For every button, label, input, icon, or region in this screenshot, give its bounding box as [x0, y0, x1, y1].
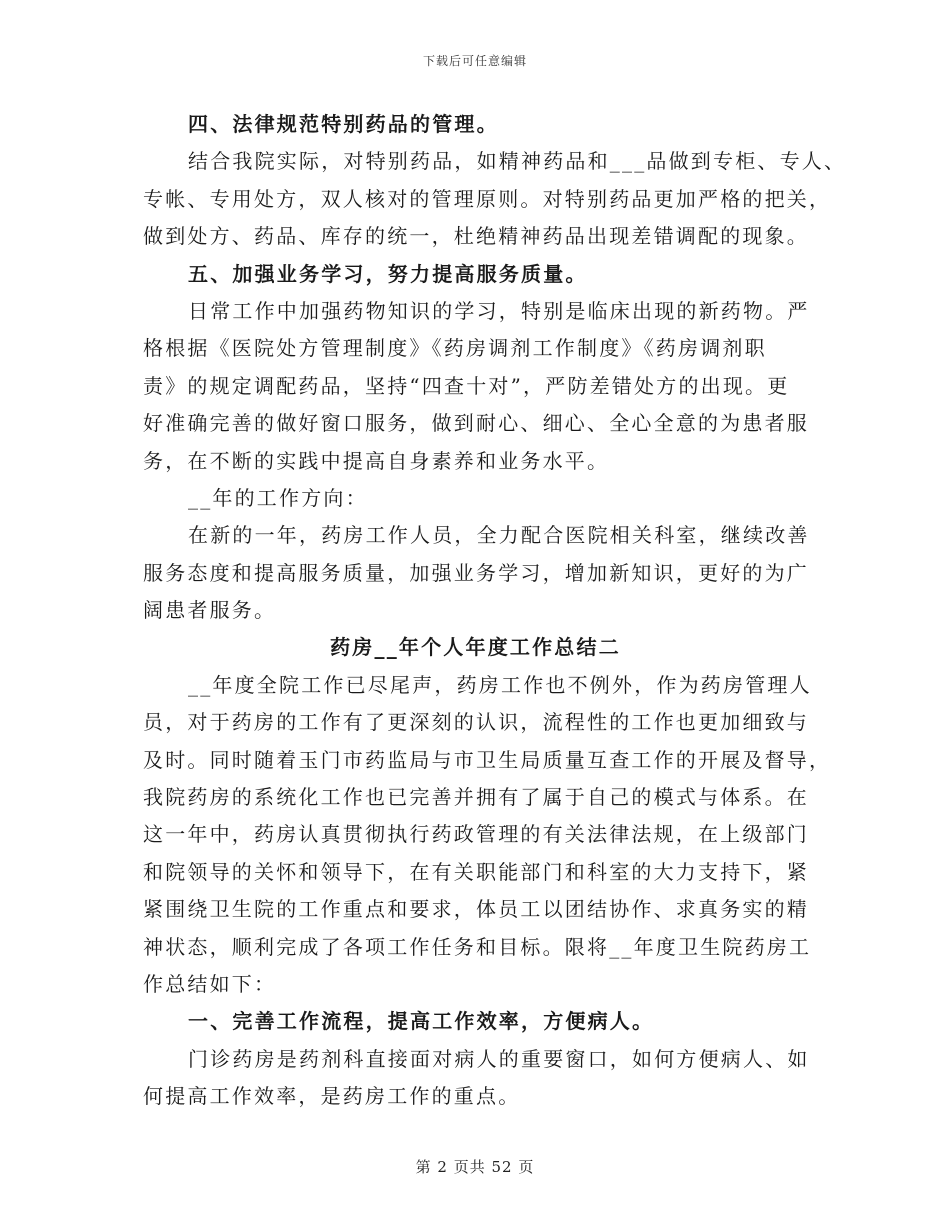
- paragraph-line: __年度全院工作已尽尾声，药房工作也不例外，作为药房管理人: [188, 672, 812, 697]
- document-title: 药房__年个人年度工作总结二: [330, 635, 621, 660]
- paragraph-line: 员，对于药房的工作有了更深刻的认识，流程性的工作也更加细致与: [143, 710, 809, 735]
- header-note: 下载后可任意编辑: [422, 54, 527, 68]
- paragraph-line: 这一年中，药房认真贯彻执行药政管理的有关法律法规，在上级部门: [143, 822, 809, 847]
- paragraph-line: 及时。同时随着玉门市药监局与市卫生局质量互查工作的开展及督导，: [143, 747, 832, 772]
- document-body: [143, 106, 847, 1116]
- page-number: 第 2 页共 52 页: [415, 1158, 535, 1176]
- paragraph-line: 和院领导的关怀和领导下，在有关职能部门和科室的大力支持下，紧: [143, 859, 809, 884]
- paragraph-line: 责》的规定调配药品，坚持“四查十对”，严防差错处方的出现。更: [143, 373, 790, 398]
- paragraph-line: 服务态度和提高服务质量，加强业务学习，增加新知识，更好的为广: [143, 560, 809, 585]
- section-heading: 一、完善工作流程，提高工作效率，方便病人。: [188, 1009, 655, 1034]
- paragraph-line: 门诊药房是药剂科直接面对病人的重要窗口，如何方便病人、如: [188, 1046, 810, 1071]
- paragraph-line: 格根据《医院处方管理制度》《药房调剂工作制度》《药房调剂职: [143, 336, 767, 361]
- section-heading: 四、法律规范特别药品的管理。: [188, 112, 499, 136]
- paragraph-line: 好准确完善的做好窗口服务，做到耐心、细心、全心全意的为患者服: [143, 411, 809, 436]
- paragraph-line: 神状态，顺利完成了各项工作任务和目标。限将__年度卫生院药房工: [143, 934, 812, 959]
- paragraph-line: 在新的一年，药房工作人员，全力配合医院相关科室，继续改善: [188, 523, 810, 548]
- paragraph-line: 结合我院实际，对特别药品，如精神药品和___品做到专柜、专人、: [188, 149, 847, 174]
- paragraph-line: 专帐、专用处方，双人核对的管理原则。对特别药品更加严格的把关，: [143, 186, 832, 211]
- paragraph-line: 阔患者服务。: [143, 598, 277, 623]
- section-heading: 五、加强业务学习，努力提高服务质量。: [188, 261, 588, 286]
- paragraph-line: 务，在不断的实践中提高自身素养和业务水平。: [143, 448, 610, 473]
- paragraph-line: __年的工作方向：: [188, 485, 368, 510]
- paragraph-line: 何提高工作效率，是药房工作的重点。: [143, 1084, 521, 1109]
- paragraph-line: 作总结如下：: [143, 971, 277, 996]
- paragraph-line: 我院药房的系统化工作也已完善并拥有了属于自己的模式与体系。在: [143, 785, 809, 810]
- paragraph-line: 做到处方、药品、库存的统一，杜绝精神药品出现差错调配的现象。: [143, 224, 809, 249]
- paragraph-line: 日常工作中加强药物知识的学习，特别是临床出现的新药物。严: [188, 298, 810, 323]
- paragraph-line: 紧围绕卫生院的工作重点和要求，体员工以团结协作、求真务实的精: [143, 897, 809, 922]
